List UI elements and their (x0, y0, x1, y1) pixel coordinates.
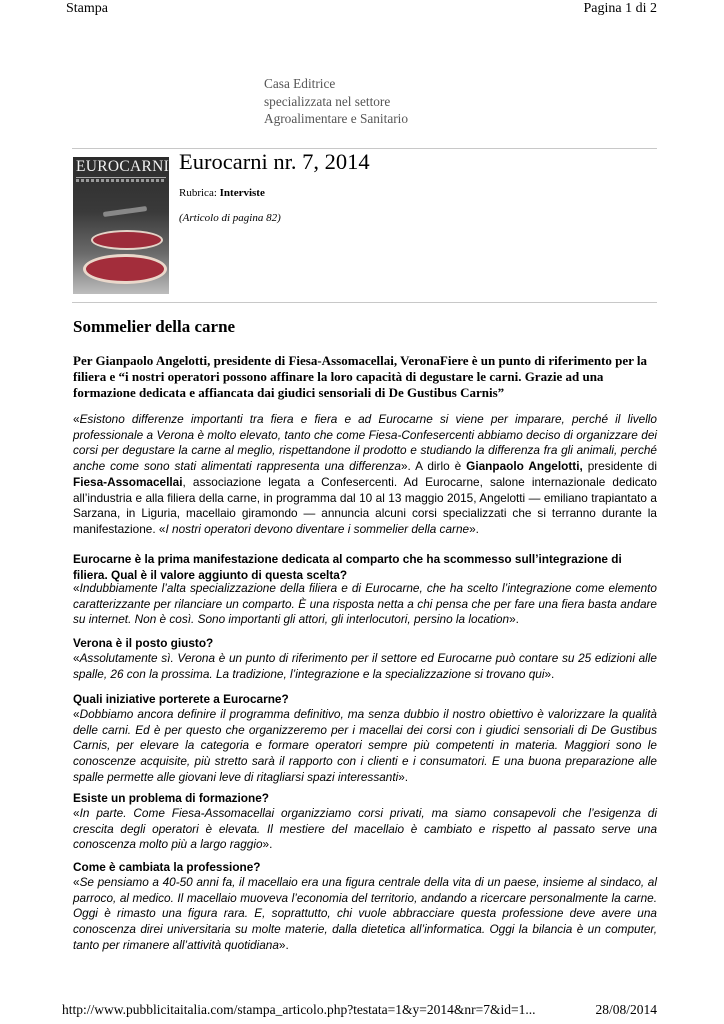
meat-graphic (83, 254, 167, 284)
interview-answer (73, 581, 657, 628)
quote-mark: ». (278, 937, 289, 952)
quote-mark: « (73, 581, 80, 595)
interview-answer (73, 875, 657, 954)
publisher-line: specializzata nel settore (264, 93, 391, 109)
interview-question: Come è cambiata la professione? (73, 860, 261, 874)
interview-question: Esiste un problema di formazione? (73, 791, 269, 805)
answer-text: Dobbiamo ancora definire il programma definitivo, ma senza dubbio il nostro obiettivo è valorizzare la qualità delle carni. Ed è per questo che organizzeremo per i macellai dei corsi con i giudici sensoriali di De Gustibus Carnis, per elevare la categoria e formare operatori sempre più competenti in materia. Maggiori sono le conoscenze acquisite, più stretto sarà il rapporto con i clienti e i consumatori. E una buona preparazione alle spalle permette alle giovani leve di ritagliarsi spazi interessanti (73, 707, 657, 784)
quote-mark: ». (509, 612, 519, 627)
quote-mark: « (73, 707, 80, 721)
footer-date: 28/08/2014 (595, 1002, 657, 1017)
magazine-cover-image (73, 157, 169, 294)
cover-divider (76, 177, 166, 178)
interview-answer (73, 651, 657, 682)
cover-title: EUROCARNI (76, 158, 169, 175)
publisher-line: Casa Editrice (264, 76, 336, 91)
answer-text: Indubbiamente l’alta specializzazione della filiera e di Eurocarne, che ha scelto l’integrazione come elemento caratterizzante per rilanciare un comparto. È una risposta netta a chi pensa che per fare una fiera basta andare su internet. Non è così. Sono importanti gli attori, gli interlocutori, persino la location (73, 581, 657, 627)
page-number: Pagina 1 di 2 (583, 1, 657, 16)
rubrica (179, 187, 265, 199)
quote-mark: « (73, 875, 80, 889)
body-text: presidente di (582, 459, 657, 474)
issue-title: Eurocarni nr. 7, 2014 (179, 149, 370, 174)
answer-text: In parte. Come Fiesa-Assomacellai organizziamo corsi privati, ma siamo consapevoli che l’esigenza di crescita degli operatori è elevata. Il mestiere del macellaio è cambiato e rispetto al passato serve una conoscenza molto più a largo raggio (73, 806, 657, 852)
quote-mark: « (73, 412, 80, 426)
interview-answer (73, 707, 657, 786)
body-text: ». (469, 521, 479, 536)
quote-mark: « (73, 651, 80, 665)
print-header-left: Stampa (66, 1, 108, 16)
article-page-ref: (Articolo di pagina 82) (179, 212, 281, 224)
quote-mark: ». (398, 769, 409, 784)
interview-answer (73, 806, 657, 853)
footer-url-link[interactable]: http://www.pubblicitaitalia.com/stampa_articolo.php?testata=1&y=2014&nr=7&id=1... (62, 1002, 536, 1017)
person-name: Gianpaolo Angelotti, (466, 459, 583, 474)
publisher-info (264, 75, 408, 128)
article-headline: Sommelier della carne (73, 317, 236, 336)
rubrica-label: Rubrica: (179, 187, 217, 199)
interview-question: Verona è il posto giusto? (73, 636, 214, 650)
rubrica-value: Interviste (219, 187, 265, 199)
divider (72, 302, 657, 303)
quote-mark: « (73, 806, 80, 820)
organization-name: Fiesa-Assomacellai (73, 474, 183, 489)
meat-graphic (91, 230, 163, 250)
interview-question: Quali iniziative porterete a Eurocarne? (73, 692, 289, 706)
quote-mark: ». (544, 666, 555, 681)
body-text: , associazione legata a Confesercenti. Ad Eurocarne, salone internazionale dedicato all’industria e alla filiera della carne, in programma dal 10 al 13 maggio 2015, Angelotti — emiliano trapiantato a Sarzana, in Liguria, macellaio giramondo — annuncia alcuni corsi specializzati che si terranno durante la manifestazione. « (73, 474, 657, 536)
answer-text: Assolutamente sì. Verona è un punto di riferimento per il settore ed Eurocarne può contare su 25 edizioni alle spalle, 26 con la prossima. La tradizione, l’integrazione e la specializzazione si trovano qui (73, 651, 657, 681)
quote-mark: ». (262, 837, 273, 852)
answer-text: Se pensiamo a 40-50 anni fa, il macellaio era una figura centrale della vita di un paese, insieme al sindaco, al parroco, al medico. Il macellaio muoveva l’economia del territorio, andando a ricercare personalmente la carne. Oggi è rimasto una figura rara. E, soprattutto, chi vuole abbracciare questa professione deve avere una conoscenza direi universitaria su molte materie, dalla dietetica all’informatica. Oggi la bilancia è un computer, tanto per rimanere all’attività quotidiana (73, 875, 657, 952)
interview-question: Eurocarne è la prima manifestazione dedicata al comparto che ha scommesso sull’integrazione di filiera. Qual è il valore aggiunto di questa scelta? (73, 552, 622, 582)
body-text: ». A dirlo è (400, 459, 467, 474)
quote-text: Esistono differenze importanti tra fiera e fiera e ad Eurocarne si viene per imparare, perché il livello professionale a Verona è molto elevato, tanto che come Fiesa-Confesercenti abbiamo deciso di organizzare dei corsi per degustare la carne al meglio, rispettandone il prodotto e studiando la differenza fra gli animali, perché anche come sono stati alimentati rappresenta una differenza (73, 412, 657, 474)
cover-subtitle-graphic (76, 179, 166, 182)
publisher-line: Agroalimentare e Sanitario (264, 111, 408, 126)
fork-graphic (103, 206, 147, 217)
quote-text: I nostri operatori devono diventare i sommelier della carne (165, 521, 470, 536)
intro-paragraph (73, 412, 657, 538)
article-lede: Per Gianpaolo Angelotti, presidente di Fiesa-Assomacellai, VeronaFiere è un punto di riferimento per la filiera e “i nostri operatori possono affinare la loro capacità di degustare le carni. Grazie ad una formazione dedicata e affiancata dai giudici sensoriali di De Gustibus Carnis” (73, 353, 648, 400)
